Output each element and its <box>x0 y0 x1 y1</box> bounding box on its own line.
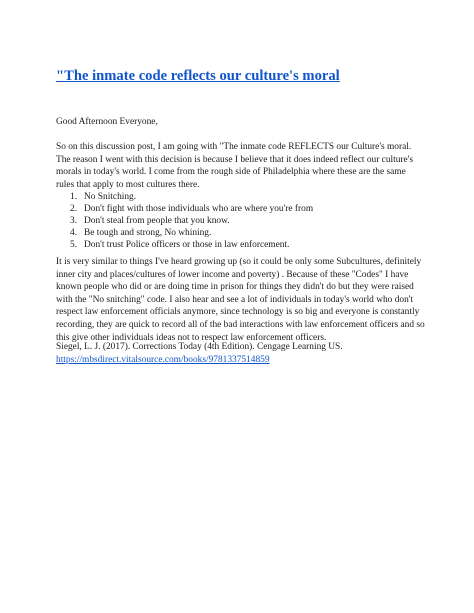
list-item-text: Don't steal from people that you know. <box>84 215 230 226</box>
citation-text: Siegel, L. J. (2017). Corrections Today (4th Edition). Cengage Learning US. <box>56 342 343 352</box>
list-item-number: 3. <box>70 215 78 226</box>
document-title[interactable]: "The inmate code reflects our culture's moral <box>56 68 340 84</box>
list-item-text: Don't trust Police officers or those in law enforcement. <box>84 239 290 250</box>
list-item <box>56 228 426 240</box>
rules-list <box>56 192 426 252</box>
list-item <box>56 204 426 216</box>
list-item-number: 1. <box>70 192 78 202</box>
list-item-number: 5. <box>70 239 78 250</box>
greeting-text: Good Afternoon Everyone, <box>56 117 158 127</box>
list-item-number: 2. <box>70 203 78 214</box>
list-item <box>56 240 426 252</box>
list-item <box>56 192 426 204</box>
list-item-text: No Snitching. <box>84 192 137 202</box>
list-item-text: Be tough and strong, No whining. <box>84 227 212 238</box>
list-item-number: 4. <box>70 227 78 238</box>
citation <box>56 341 426 366</box>
list-item <box>56 216 426 228</box>
intro-paragraph: So on this discussion post, I am going with "The inmate code REFLECTS our Culture's moral. The reason I went with this decision is because I believe that it does indeed reflect our culture's morals in today's world. I come from the rough side of Philadelphia where these are the same rules that apply to most cultures there. <box>56 142 414 190</box>
citation-link[interactable]: https://mbsdirect.vitalsource.com/books/9781337514859 <box>56 354 270 365</box>
body-paragraph: It is very similar to things I've heard growing up (so it could be only some Subcultures, definitely inner city and places/cultures of lower income and poverty) . Because of these "Codes" I have known people who did or are doing time in prison for things they didn't do but they were raised with the "No snitching" code. I also hear and see a lot of individuals in today's world who don't respect law enforcement officials anymore, since technology is so big and everyone is constantly recording, they are quick to record all of the bad interactions with law enforcement officers and so this give other individuals ideas not to respect law enforcement officers. <box>56 257 425 343</box>
list-item-text: Don't fight with those individuals who are where you're from <box>84 203 314 214</box>
